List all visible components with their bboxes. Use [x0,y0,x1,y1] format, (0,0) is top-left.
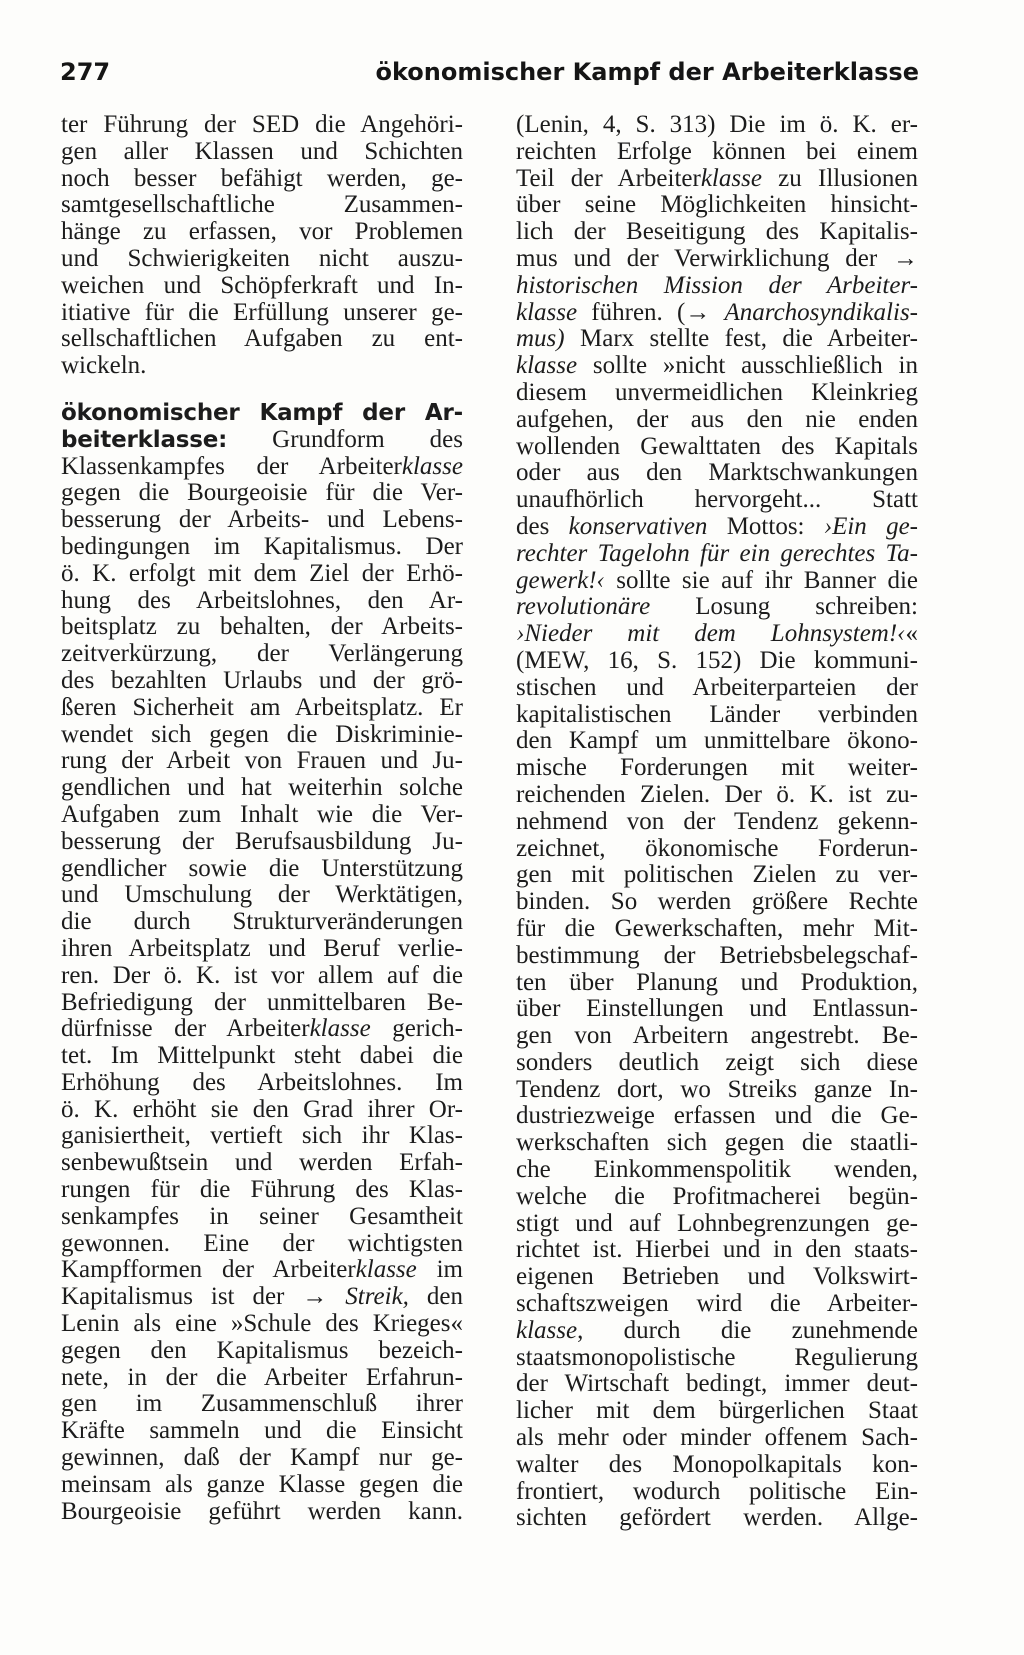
text-line: stigt und auf Lohnbegrenzungen ge- [516,1210,918,1237]
text-line: gen von Arbeitern angestrebt. Be- [516,1023,918,1050]
text-line: der Wirtschaft bedingt, immer deut- [516,1371,918,1398]
text-line: (Lenin, 4, S. 313) Die im ö. K. er- [516,112,918,138]
text-line: ö. K. erhöht sie den Grad ihrer Or- [61,1096,463,1123]
text-line: (MEW, 16, S. 152) Die kommuni- [516,647,918,674]
text-line: richtet ist. Hierbei und in den staats- [516,1237,918,1264]
text-line: sellschaftlichen Aufgaben zu ent- [61,326,463,353]
text-line: dürfnisse der Arbeiterklasse gerich- [61,1016,463,1043]
text-line: ganisiertheit, vertieft sich ihr Klas- [61,1123,463,1150]
text-line: lich der Beseitigung des Kapitalis- [516,219,918,246]
text-line: sichten gefördert werden. Allge- [516,1505,918,1532]
text-line: ten über Planung und Produktion, [516,969,918,996]
text-line: che Einkommenspolitik wenden, [516,1157,918,1184]
text-line: rung der Arbeit von Frauen und Ju- [61,748,463,775]
text-line: für die Gewerkschaften, mehr Mit- [516,915,918,942]
text-line: gendlicher sowie die Unterstützung [61,855,463,882]
right-column [516,112,918,1532]
text-line: über seine Möglichkeiten hinsicht- [516,192,918,219]
text-line: den Kampf um unmittelbare ökono- [516,728,918,755]
text-line: gen im Zusammenschluß ihrer [61,1391,463,1418]
text-line: als mehr oder minder offenem Sach- [516,1425,918,1452]
text-line: gen mit politischen Zielen zu ver- [516,862,918,889]
text-line: weichen und Schöpferkraft und In- [61,272,463,299]
text-line: bedingungen im Kapitalismus. Der [61,533,463,560]
text-line: hung des Arbeitslohnes, den Ar- [61,587,463,614]
text-line: binden. So werden größere Rechte [516,889,918,916]
text-line: gendlichen und hat weiterhin solche [61,775,463,802]
text-line: stischen und Arbeiterparteien der [516,674,918,701]
text-line: tet. Im Mittelpunkt steht dabei die [61,1043,463,1070]
paragraph-gap [61,380,463,400]
text-line: klasse sollte »nicht ausschließlich in [516,353,918,380]
text-line: oder aus den Marktschwankungen [516,460,918,487]
text-line: nehmend von der Tendenz gekenn- [516,808,918,835]
text-line: Kapitalismus ist der → Streik, den [61,1284,463,1311]
text-line: gen aller Klassen und Schichten [61,138,463,165]
entry-heading-line: beiterklasse: Grundform des [61,426,463,453]
text-line: des konservativen Mottos: ›Ein ge- [516,513,918,540]
text-line: und Umschulung der Werktätigen, [61,882,463,909]
text-line: gegen die Bourgeoisie für die Ver- [61,480,463,507]
text-line: klasse, durch die zunehmende [516,1317,918,1344]
text-line: Kampfformen der Arbeiterklasse im [61,1257,463,1284]
text-line: noch besser befähigt werden, ge- [61,165,463,192]
text-line: und Schwierigkeiten nicht auszu- [61,245,463,272]
text-line: hänge zu erfassen, vor Problemen [61,219,463,246]
text-line: werkschaften sich gegen die staatli- [516,1130,918,1157]
text-line: mus und der Verwirklichung der → [516,245,918,272]
text-line: besserung der Berufsausbildung Ju- [61,828,463,855]
text-line: revolutionäre Losung schreiben: [516,594,918,621]
text-line: historischen Mission der Arbeiter- [516,272,918,299]
text-line: Befriedigung der unmittelbaren Be- [61,989,463,1016]
text-line: ›Nieder mit dem Lohnsystem!‹« [516,621,918,648]
text-line: reichenden Zielen. Der ö. K. ist zu- [516,781,918,808]
text-line: dustriezweige erfassen und die Ge- [516,1103,918,1130]
text-line: wendet sich gegen die Diskriminie- [61,721,463,748]
text-line: gewinnen, daß der Kampf nur ge- [61,1445,463,1472]
text-line: zeichnet, ökonomische Forderun- [516,835,918,862]
text-line: die durch Strukturveränderungen [61,909,463,936]
text-line: rungen für die Führung des Klas- [61,1177,463,1204]
text-line: Aufgaben zum Inhalt wie die Ver- [61,801,463,828]
text-line: mus) Marx stellte fest, die Arbeiter- [516,326,918,353]
text-line: meinsam als ganze Klasse gegen die [61,1471,463,1498]
text-line: ihren Arbeitsplatz und Beruf verlie- [61,935,463,962]
text-line: zeitverkürzung, der Verlängerung [61,641,463,668]
text-line: ßeren Sicherheit am Arbeitsplatz. Er [61,694,463,721]
text-line: unaufhörlich hervorgeht... Statt [516,487,918,514]
text-line: eigenen Betrieben und Volkswirt- [516,1264,918,1291]
entry-term-end: beiterklasse: [61,426,228,453]
text-line: kapitalistischen Länder verbinden [516,701,918,728]
page-number: 277 [60,58,111,86]
text-line: beitsplatz zu behalten, der Arbeits- [61,614,463,641]
text-line: reichten Erfolge können bei einem [516,138,918,165]
text-line: wickeln. [61,353,147,380]
text-line: sonders deutlich zeigt sich diese [516,1049,918,1076]
text-line: klasse führen. (→ Anarchosyndikalis- [516,299,918,326]
text-line: diesem unvermeidlichen Kleinkrieg [516,379,918,406]
running-head [60,58,919,92]
text-line: ren. Der ö. K. ist vor allem auf die [61,962,463,989]
text-line: schaftszweigen wird die Arbeiter- [516,1291,918,1318]
text-line: Bourgeoisie geführt werden kann. [61,1498,463,1525]
text-line: über Einstellungen und Entlassun- [516,996,918,1023]
text-line: des bezahlten Urlaubs und der grö- [61,667,463,694]
text-line: itiative für die Erfüllung unserer ge- [61,299,463,326]
text-line: gewerk!‹ sollte sie auf ihr Banner die [516,567,918,594]
text-line: mische Forderungen mit weiter- [516,755,918,782]
entry-heading: ökonomischer Kampf der Ar- [61,399,463,426]
text-line: gewonnen. Eine der wichtigsten [61,1230,463,1257]
text-line: Erhöhung des Arbeitslohnes. Im [61,1069,463,1096]
text-line: aufgehen, der aus den nie enden [516,406,918,433]
running-title: ökonomischer Kampf der Arbeiterklasse [375,58,919,86]
text-line: gegen den Kapitalismus bezeich- [61,1337,463,1364]
text-line: ter Führung der SED die Angehöri- [61,112,463,138]
text-line: rechter Tagelohn für ein gerechtes Ta- [516,540,918,567]
text-line: welche die Profitmacherei begün- [516,1183,918,1210]
text-line: staatsmonopolistische Regulierung [516,1344,918,1371]
text-line: senkampfes in seiner Gesamtheit [61,1203,463,1230]
left-column [61,112,463,1525]
text-line: nete, in der die Arbeiter Erfahrun- [61,1364,463,1391]
text-line: senbewußtsein und werden Erfah- [61,1150,463,1177]
text-line: licher mit dem bürgerlichen Staat [516,1398,918,1425]
text-line: besserung der Arbeits- und Lebens- [61,507,463,534]
text-line: frontiert, wodurch politische Ein- [516,1478,918,1505]
text-line: samtgesellschaftliche Zusammen- [61,192,463,219]
text-line: wollenden Gewalttaten des Kapitals [516,433,918,460]
text-line: Kräfte sammeln und die Einsicht [61,1418,463,1445]
text-line: Klassenkampfes der Arbeiterklasse [61,453,463,480]
text-line: walter des Monopolkapitals kon- [516,1451,918,1478]
text-line: bestimmung der Betriebsbelegschaf- [516,942,918,969]
text-line: Teil der Arbeiterklasse zu Illusionen [516,165,918,192]
text-line: ö. K. erfolgt mit dem Ziel der Erhö- [61,560,463,587]
text-line: Lenin als eine »Schule des Krieges« [61,1311,463,1338]
text-line: Tendenz dort, wo Streiks ganze In- [516,1076,918,1103]
